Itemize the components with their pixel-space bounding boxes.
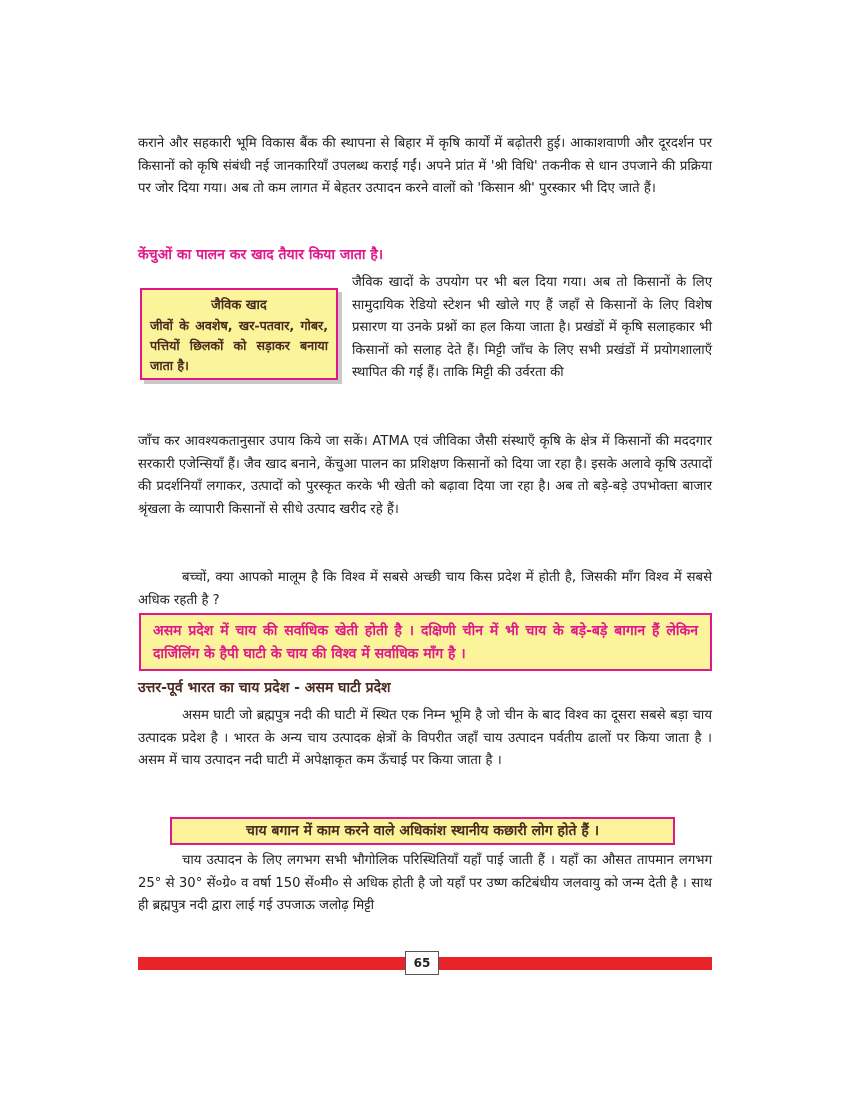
earthworm-heading: केंचुओं का पालन कर खाद तैयार किया जाता है।: [138, 247, 384, 263]
assam-tea-heading: उत्तर-पूर्व भारत का चाय प्रदेश - असम घाटी प्रदेश: [138, 680, 391, 696]
organic-manure-box: [140, 288, 338, 380]
question-paragraph: [138, 567, 712, 612]
assam-paragraph: [138, 705, 712, 773]
organic-manure-paragraph: जैविक खादों के उपयोग पर भी बल दिया गया। अब तो किसानों के लिए सामुदायिक रेडियो स्टेशन भी खोले गए हैं जहाँ से किसानों के लिए विशेष प्रसारण या उनके प्रश्नों का हल किया जाता है। प्रखंडों में कृषि सलाहकार भी किसानों को सलाह देते हैं। मिट्टी जाँच के लिए सभी प्रखंडों में प्रयोगशालाएँ स्थापित की गई हैं। ताकि मिट्टी की उर्वरता की: [352, 275, 712, 381]
question-text: बच्चों, क्या आपको मालूम है कि विश्व में सबसे अच्छी चाय किस प्रदेश में होती है, जिसकी माँग विश्व में सबसे अधिक रहती है ?: [138, 570, 712, 608]
assam-text: असम घाटी जो ब्रह्मपुत्र नदी की घाटी में स्थित एक निम्न भूमि है जो चीन के बाद विश्व का दूसरा सबसे बड़ा चाय उत्पादक प्रदेश है । भारत के अन्य चाय उत्पादक क्षेत्रों के विपरीत जहाँ चाय उत्पादन पर्वतीय ढालों पर किया जाता है । असम में चाय उत्पादन नदी घाटी में अपेक्षाकृत कम ऊँचाई पर किया जाता है ।: [138, 708, 712, 769]
tea-cultivation-callout: असम प्रदेश में चाय की सर्वाधिक खेती होती है । दक्षिणी चीन में भी चाय के बड़े-बड़े बागान हैं लेकिन दार्जिलिंग के हैपी घाटी के चाय की विश्व में सर्वाधिक माँग है ।: [139, 613, 712, 671]
organic-manure-title: जैविक खाद: [211, 298, 267, 313]
agencies-paragraph: जाँच कर आवश्यकतानुसार उपाय किये जा सकें। ATMA एवं जीविका जैसी संस्थाएँ कृषि के क्षेत्र में किसानों की मददगार सरकारी एजेन्सियाँ हैं। जैव खाद बनाने, केंचुआ पालन का प्रशिक्षण किसानों को दिया जा रहा है। इसके अलावे कृषि उत्पादों की प्रदर्शनियाँ लगाकर, उत्पादों को पुरस्कृत करके भी खेती को बढ़ावा दिया जा रहा है। अब तो बड़े-बड़े उपभोक्ता बाजार श्रृंखला के व्यापारी किसानों से सीधे उत्पाद खरीद रहे हैं।: [138, 434, 712, 517]
page-number: 65: [405, 951, 439, 975]
intro-paragraph: कराने और सहकारी भूमि विकास बैंक की स्थापना से बिहार में कृषि कार्यों में बढ़ोतरी हुई। आकाशवाणी और दूरदर्शन पर किसानों को कृषि संबंधी नई जानकारियाँ उपलब्ध कराई गईं। अपने प्रांत में 'श्री विधि' तकनीक से धान उपजाने की प्रक्रिया पर जोर दिया गया। अब तो कम लागत में बेहतर उत्पादन करने वालों को 'किसान श्री' पुरस्कार भी दिए जाते हैं।: [138, 136, 712, 197]
geography-paragraph: [138, 850, 712, 918]
geography-text: चाय उत्पादन के लिए लगभग सभी भौगोलिक परिस्थितियाँ यहाँ पाई जाती हैं । यहाँ का औसत तापमान लगभग 25° से 30° सें०ग्रे० व वर्षा 150 सें०मी० से अधिक होती है जो यहाँ पर उष्ण कटिबंधीय जलवायु को जन्म देती है । साथ ही ब्रह्मपुत्र नदी द्वारा लाई गई उपजाऊ जलोढ़ मिट्टी: [138, 853, 712, 914]
organic-manure-definition: जीवों के अवशेष, खर-पतवार, गोबर, पत्तियों छिलकों को सड़ाकर बनाया जाता है।: [150, 318, 328, 373]
tea-workers-callout: चाय बगान में काम करने वाले अधिकांश स्थानीय कछारी लोग होते हैं ।: [170, 817, 675, 845]
